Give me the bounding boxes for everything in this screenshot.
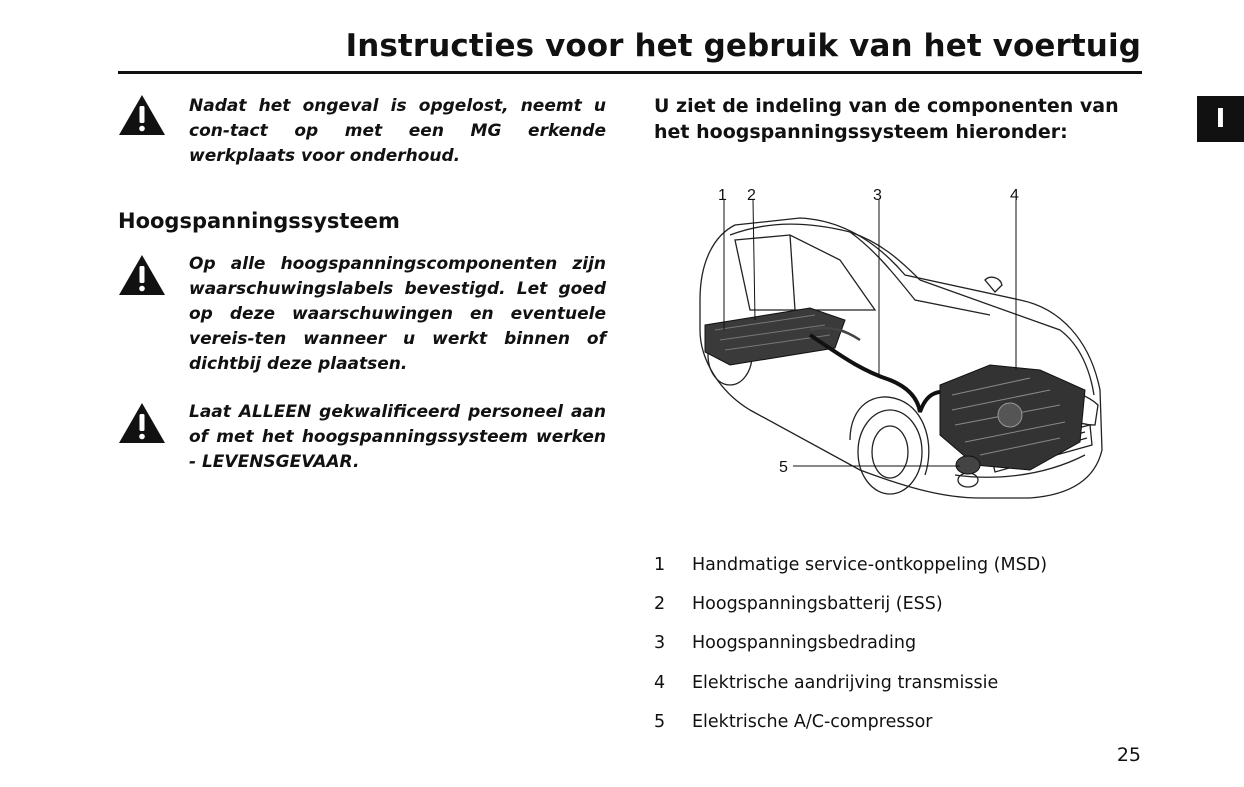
car-high-voltage-diagram: [690, 180, 1110, 510]
legend-label: Handmatige service-ontkoppeling (MSD): [692, 554, 1048, 575]
legend-number: 1: [654, 554, 666, 575]
component-legend: [654, 545, 1047, 741]
page-header-title: Instructies voor het gebruik van het voertuig: [345, 28, 1141, 64]
legend-item: [654, 584, 1047, 623]
legend-number: 3: [654, 633, 666, 654]
callout-label: 4: [1010, 187, 1019, 204]
warning-triangle-icon: [118, 254, 166, 296]
electric-drive-unit: [940, 365, 1085, 470]
legend-label: Hoogspanningsbedrading: [692, 633, 917, 654]
battery-pack: [705, 308, 845, 365]
legend-item: [654, 663, 1047, 702]
ac-compressor: [956, 456, 980, 474]
warning-triangle-icon: [118, 94, 166, 136]
legend-label: Elektrische aandrijving transmissie: [692, 672, 999, 693]
header-rule: [118, 71, 1142, 74]
legend-label: Elektrische A/C-compressor: [692, 711, 933, 732]
chapter-tab: I: [1197, 96, 1244, 142]
legend-item: [654, 702, 1047, 741]
warning-triangle-icon: [118, 402, 166, 444]
legend-label: Hoogspanningsbatterij (ESS): [692, 593, 943, 614]
page-number: 25: [1116, 744, 1141, 766]
legend-item: [654, 624, 1047, 663]
warning-text-accident: Nadat het ongeval is opgelost, neemt u con-tact op met een MG erkende werkplaats voor onderhoud.: [189, 96, 606, 166]
intro-text: U ziet de indeling van de componenten van het hoogspanningssysteem hieronder:: [654, 95, 1119, 143]
legend-number: 4: [654, 672, 666, 693]
callout-label: 1: [718, 187, 727, 204]
callout-label: 2: [747, 187, 756, 204]
callout-label: 5: [779, 459, 788, 476]
legend-number: 2: [654, 593, 666, 614]
legend-number: 5: [654, 711, 666, 732]
warning-text-labels: Op alle hoogspanningscomponenten zijn waarschuwingslabels bevestigd. Let goed op deze waarschuwingen en eventuele vereis-ten wanneer u werkt binnen of dichtbij deze plaatsen.: [189, 254, 606, 374]
warning-text-qualified-personnel: Laat ALLEEN gekwalificeerd personeel aan of met het hoogspanningssysteem werken - LEVENSGEVAAR.: [189, 402, 606, 472]
callout-label: 3: [873, 187, 882, 204]
legend-item: [654, 545, 1047, 584]
section-heading: Hoogspanningssysteem: [118, 209, 400, 233]
